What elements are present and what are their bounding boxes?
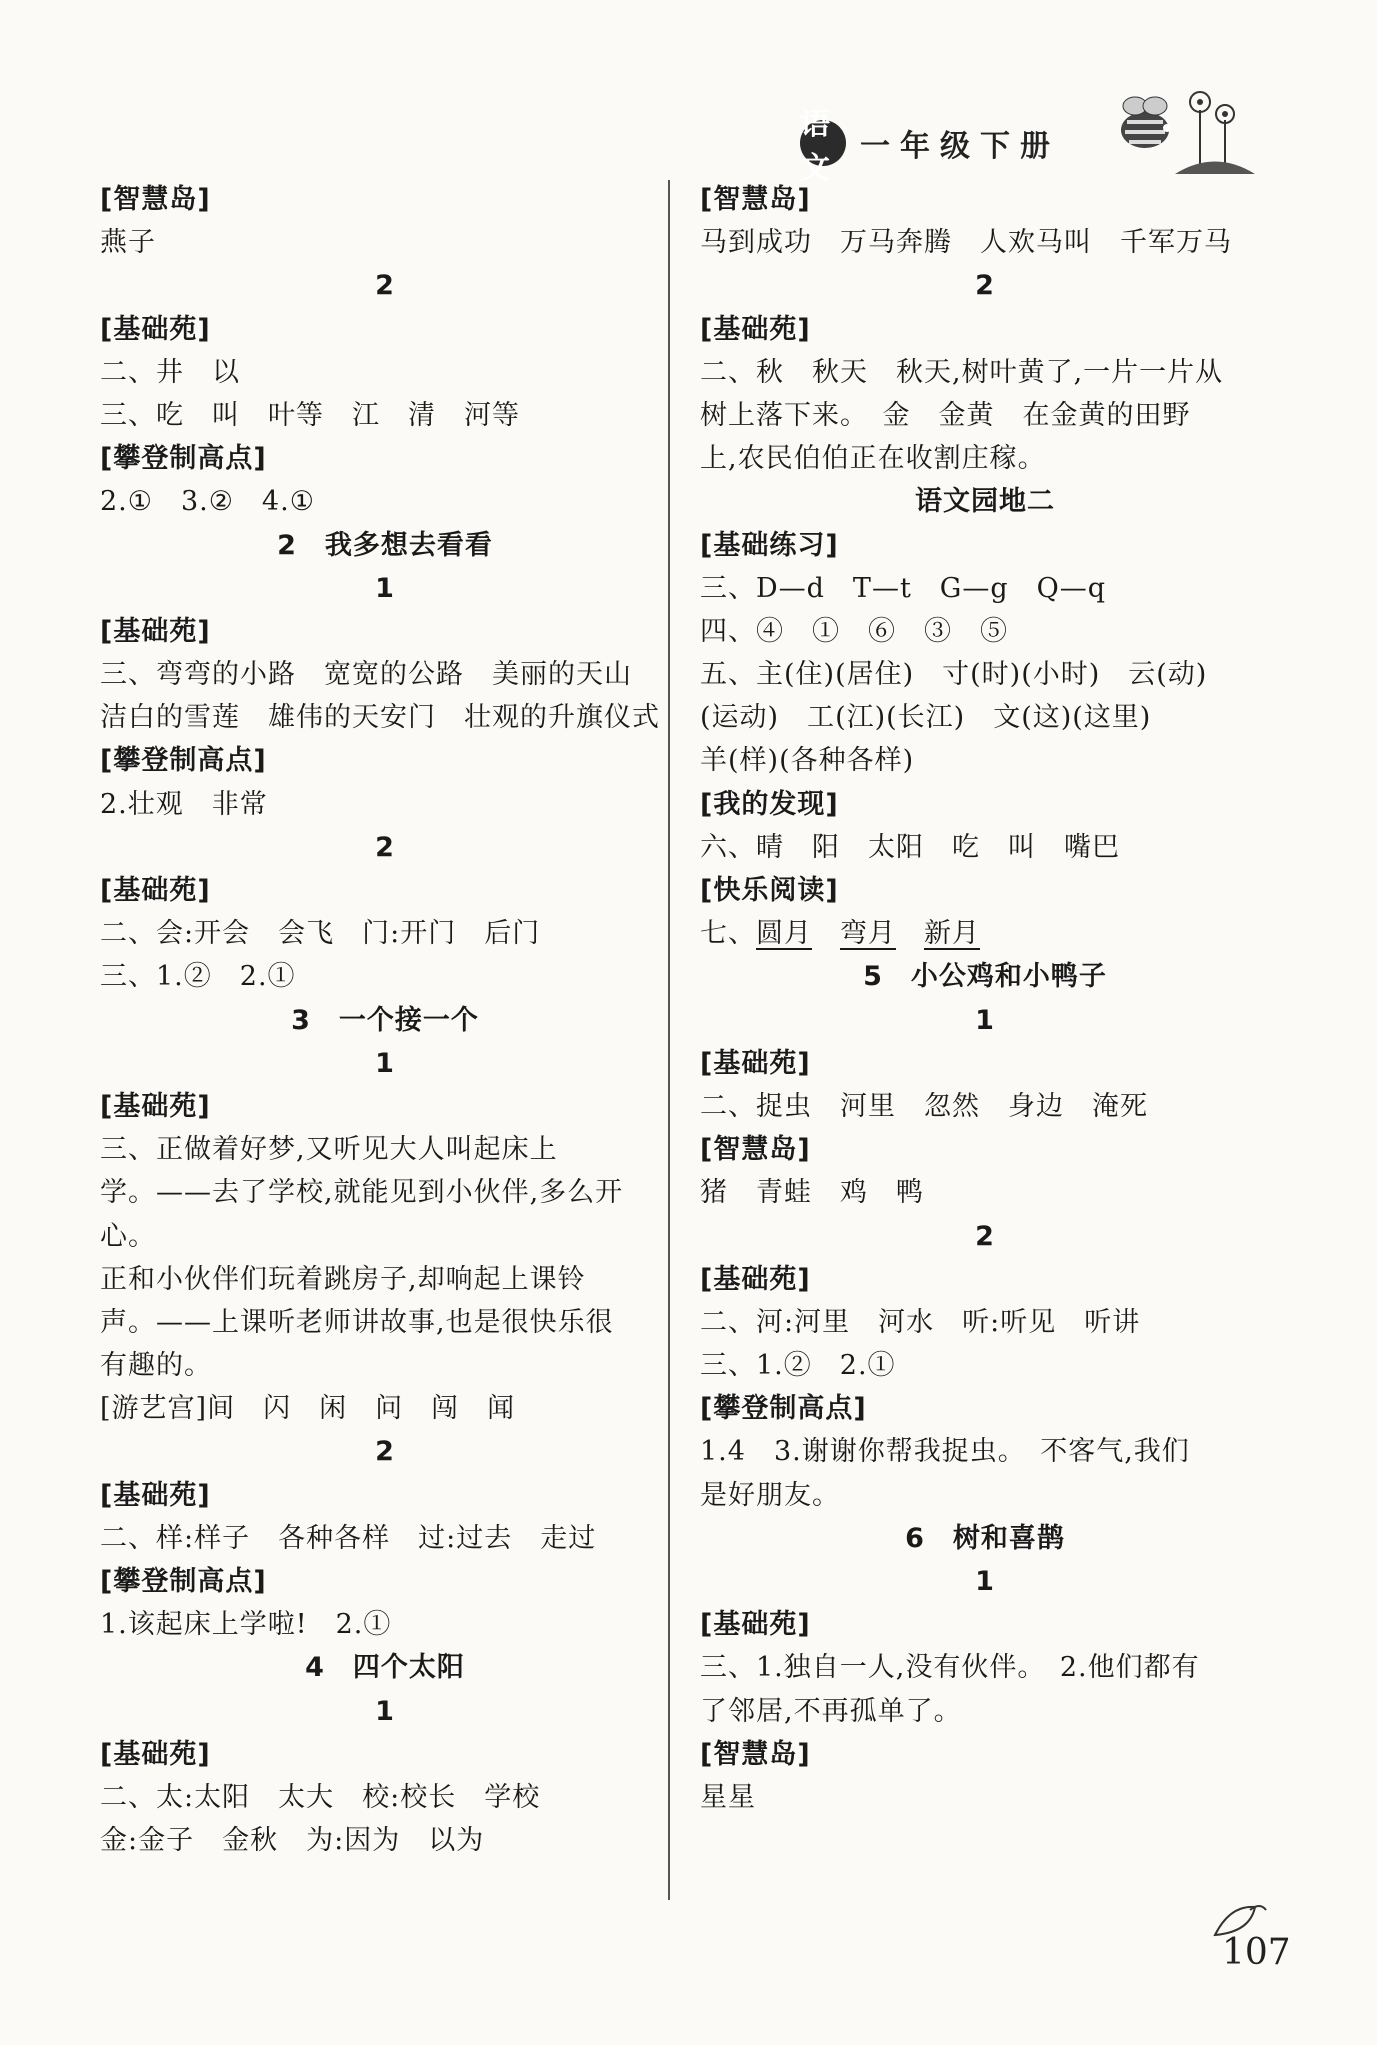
answer-line: 星星 [700, 1781, 756, 1813]
section-heading: 2 [375, 831, 395, 863]
answer-line: 声。——上课听老师讲故事,也是很快乐很 [100, 1306, 614, 1338]
answer-line: 2.壮观 非常 [100, 788, 268, 820]
section-label: [快乐阅读] [700, 875, 839, 906]
section-label: [基础苑] [700, 1609, 811, 1641]
grade-label: 一年级下册 [860, 129, 1060, 164]
answer-line: 2.① 3.② 4.① [100, 486, 315, 518]
page-number: 107 [1222, 1932, 1291, 1973]
answer-line: 四、④ ① ⑥ ③ ⑤ [700, 615, 1008, 647]
book-title [800, 107, 1100, 186]
section-label: [攀登制高点] [100, 745, 267, 777]
answer-line: 三、1.独自一人,没有伙伴。 2.他们都有 [700, 1652, 1200, 1684]
answer-line: 二、井 以 [100, 356, 240, 388]
answer-line: 三、1.② 2.① [100, 961, 296, 993]
section-heading: 2 [375, 270, 395, 302]
bee-flower-decoration-icon [1105, 70, 1255, 180]
section-label: [基础苑] [700, 1263, 811, 1295]
section-heading: 6 树和喜鹊 [905, 1522, 1065, 1554]
section-heading: 1 [975, 1004, 995, 1036]
section-heading: 4 四个太阳 [305, 1652, 465, 1684]
left-column [100, 178, 670, 1862]
section-heading: 1 [375, 572, 395, 604]
answer-line: (运动) 工(江)(长江) 文(这)(这里) [700, 702, 1152, 734]
underlined-answer: 弯月 [840, 918, 896, 950]
answer-line: 有趣的。 [100, 1350, 212, 1382]
section-label: [基础苑] [100, 313, 211, 345]
answer-line [700, 912, 1270, 955]
right-column [700, 178, 1270, 1819]
section-label: [攀登制高点] [100, 1566, 267, 1597]
section-label: [基础苑] [700, 313, 811, 345]
section-label: [基础苑] [100, 875, 211, 906]
answer-line: [游艺宫]间 闪 闲 问 闯 闻 [100, 1393, 516, 1425]
answer-line: 二、秋 秋天 秋天,树叶黄了,一片一片从 [700, 356, 1224, 388]
section-label: [基础练习] [700, 529, 839, 561]
section-label: [基础苑] [100, 1090, 211, 1122]
section-heading: 2 [375, 1436, 395, 1468]
page-header [780, 70, 1250, 186]
answer-line: 燕子 [100, 227, 156, 259]
section-label: [基础苑] [700, 1047, 811, 1079]
section-label: [智慧岛] [700, 1738, 811, 1770]
answer-line: 洁白的雪莲 雄伟的天安门 壮观的升旗仪式 [100, 702, 660, 734]
section-heading: 2 [975, 1220, 995, 1252]
answer-line: 了邻居,不再孤单了。 [700, 1695, 962, 1727]
answer-line: 五、主(住)(居住) 寸(时)(小时) 云(动) [700, 659, 1208, 691]
section-label: [基础苑] [100, 1479, 211, 1511]
answer-line: 学。——去了学校,就能见到小伙伴,多么开 [100, 1177, 624, 1209]
answer-line: 六、晴 阳 太阳 吃 叫 嘴巴 [700, 831, 1120, 863]
answer-line: 正和小伙伴们玩着跳房子,却响起上课铃 [100, 1263, 586, 1295]
section-heading: 语文园地二 [915, 486, 1055, 518]
section-heading: 3 一个接一个 [291, 1004, 479, 1036]
column-divider [668, 180, 670, 1900]
section-label: [攀登制高点] [100, 443, 267, 475]
answer-line: 羊(样)(各种各样) [700, 745, 915, 777]
section-heading: 1 [375, 1695, 395, 1727]
answer-line: 二、会:开会 会飞 门:开门 后门 [100, 918, 541, 950]
answer-line: 1.4 3.谢谢你帮我捉虫。 不客气,我们 [700, 1436, 1190, 1468]
answer-line: 三、D—d T—t G—g Q—q [700, 572, 1107, 604]
underlined-answer: 圆月 [756, 918, 812, 950]
section-label: [攀登制高点] [700, 1393, 867, 1425]
answer-line: 金:金子 金秋 为:因为 以为 [100, 1825, 485, 1857]
section-heading: 2 [975, 270, 995, 302]
section-heading: 1 [975, 1566, 995, 1597]
section-heading: 5 小公鸡和小鸭子 [863, 961, 1107, 993]
answer-line: 上,农民伯伯正在收割庄稼。 [700, 443, 1046, 475]
answer-line: 树上落下来。 金 金黄 在金黄的田野 [700, 399, 1191, 431]
answer-line: 三、正做着好梦,又听见大人叫起床上 [100, 1134, 558, 1166]
answer-line: 二、样:样子 各种各样 过:过去 走过 [100, 1522, 597, 1554]
answer-prefix: 七、 [700, 918, 756, 950]
answer-line: 三、吃 叫 叶等 江 清 河等 [100, 399, 520, 431]
answer-line: 三、1.② 2.① [700, 1350, 896, 1382]
answer-line: 心。 [100, 1220, 156, 1252]
section-heading: 2 我多想去看看 [277, 529, 493, 561]
section-label: [智慧岛] [100, 184, 211, 215]
section-heading: 1 [375, 1047, 395, 1079]
answer-line: 1.该起床上学啦! 2.① [100, 1609, 392, 1641]
subject-badge: 语文 [800, 120, 846, 166]
answer-line: 二、捉虫 河里 忽然 身边 淹死 [700, 1090, 1148, 1122]
answer-line: 二、河:河里 河水 听:听见 听讲 [700, 1306, 1141, 1338]
page-number-area [1210, 1900, 1320, 1980]
section-label: [智慧岛] [700, 184, 811, 215]
section-label: [智慧岛] [700, 1134, 811, 1166]
answer-line: 是好朋友。 [700, 1479, 840, 1511]
underlined-answer: 新月 [924, 918, 980, 950]
section-label: [基础苑] [100, 1738, 211, 1770]
answer-line: 三、弯弯的小路 宽宽的公路 美丽的天山 [100, 659, 632, 691]
answer-line: 马到成功 万马奔腾 人欢马叫 千军万马 [700, 227, 1232, 259]
section-label: [基础苑] [100, 615, 211, 647]
section-label: [我的发现] [700, 788, 839, 820]
answer-line: 二、太:太阳 太大 校:校长 学校 [100, 1781, 541, 1813]
answer-line: 猪 青蛙 鸡 鸭 [700, 1177, 924, 1209]
